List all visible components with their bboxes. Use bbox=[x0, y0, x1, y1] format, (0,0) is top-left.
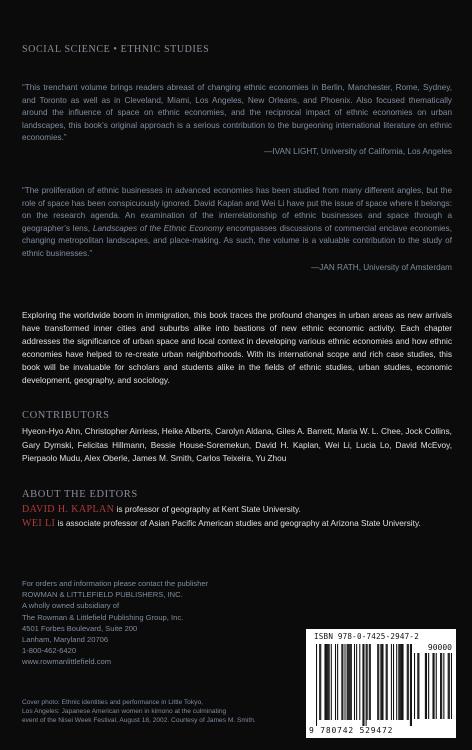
barcode-bar bbox=[335, 644, 336, 720]
barcode-bar bbox=[377, 644, 378, 720]
barcode-bar bbox=[327, 644, 328, 720]
barcode-bars-addon bbox=[414, 653, 452, 725]
barcode-bar bbox=[351, 644, 352, 720]
barcode-bar bbox=[440, 653, 441, 719]
publisher-line: For orders and information please contact the publisher bbox=[22, 579, 209, 588]
barcode-bar bbox=[337, 644, 338, 720]
editor-name: WEI LI bbox=[22, 518, 56, 529]
barcode-bar bbox=[348, 644, 349, 720]
barcode-bars-main bbox=[316, 644, 412, 726]
barcode-bar bbox=[356, 644, 357, 720]
credit-line: event of the Nisei Week Festival, August 18, 2002. Courtesy of James M. Smith. bbox=[22, 717, 256, 724]
barcode-bar bbox=[391, 644, 392, 720]
barcode-bar bbox=[401, 644, 402, 720]
barcode-bar bbox=[407, 644, 408, 720]
barcode-bar bbox=[396, 644, 397, 720]
barcode-bar bbox=[354, 644, 355, 720]
barcode-bar bbox=[319, 644, 320, 720]
barcode-bar bbox=[369, 644, 370, 720]
quote-text: “This trenchant volume brings readers abreast of changing ethnic economies in Berlin, Manchester, Rome, Sydney, and Toronto as well as in Cleveland, Miami, Los Angeles, New Orleans, and Phoenix. Also focused thematically around the influence of space on ethnic economies, and the reciprocal impact of ethnic economies on urban landscapes, this book’s original approach is a serious contribution to the burgeoning international literature on ethnic economies.” bbox=[22, 83, 452, 143]
barcode-bar bbox=[329, 644, 330, 720]
editor-bio: is professor of geography at Kent State University. bbox=[114, 504, 301, 514]
barcode-bar bbox=[325, 644, 326, 720]
barcode-bar bbox=[324, 644, 325, 720]
isbn-barcode bbox=[306, 629, 456, 738]
editor-entry bbox=[22, 517, 452, 530]
barcode-bar bbox=[400, 644, 401, 720]
barcode-bar bbox=[399, 644, 400, 720]
barcode-bar bbox=[342, 644, 343, 720]
barcode-bar bbox=[381, 644, 382, 720]
barcode-bar bbox=[363, 644, 364, 726]
quote-attribution: —IVAN LIGHT, University of California, Los Angeles bbox=[264, 146, 452, 156]
barcode-bar bbox=[398, 644, 399, 720]
barcode-bar bbox=[432, 653, 433, 719]
barcode-bar bbox=[417, 653, 418, 719]
barcode-bar bbox=[414, 653, 415, 719]
publisher-line: A wholly owned subsidiary of bbox=[22, 601, 120, 611]
barcode-bar bbox=[341, 644, 342, 720]
barcode-bar bbox=[359, 644, 360, 720]
barcode-bar bbox=[331, 644, 332, 720]
publisher-website: www.rowmanlittlefield.com bbox=[22, 657, 112, 667]
barcode-bar bbox=[350, 644, 351, 720]
barcode-bar bbox=[316, 644, 317, 726]
publisher-line: The Rowman & Littlefield Publishing Group, Inc. bbox=[22, 612, 184, 622]
barcode-bar bbox=[451, 653, 452, 719]
quote-text-after: encompasses discussions of commercial enclave economies, changing metropolitan landscapes, and place-making. As such, the volume is a valuable contribution to the study of ethnic businesses.” bbox=[22, 223, 452, 258]
editor-bio: is associate professor of Asian Pacific American studies and geography at Arizona State University. bbox=[55, 518, 421, 528]
credit-line: Cover photo: Ethnic identities and performance in Little Tokyo, bbox=[22, 699, 203, 706]
barcode-bar bbox=[434, 653, 435, 719]
book-title: Landscapes of the Ethnic Economy bbox=[92, 223, 224, 233]
barcode-bar bbox=[408, 644, 409, 720]
barcode-bar bbox=[347, 644, 348, 720]
barcode-bar bbox=[386, 644, 387, 720]
contributors-heading: CONTRIBUTORS bbox=[22, 410, 110, 421]
book-description: Exploring the worldwide boom in immigration, this book traces the profound changes in urban areas as new arrivals have transformed inner cities and suburbs alike into bastions of new ethnic economic activity. Each chapter addresses the significance of urban space and local context in developing various ethnic economies and how ethnic economies have helped to re-create urban neighborhoods. With its international scope and rich case studies, this book will be invaluable for scholars and students alike in the fields of ethnic studies, urban studies, economic development, geography, and sociology. bbox=[22, 310, 452, 386]
publisher-line: 1-800-462-6420 bbox=[22, 646, 77, 656]
price-code: 90000 bbox=[427, 643, 452, 652]
barcode-bar bbox=[443, 653, 444, 719]
barcode-bar bbox=[403, 644, 404, 720]
barcode-bar bbox=[441, 653, 442, 719]
isbn-number: ISBN 978-0-7425-2947-2 bbox=[314, 632, 419, 641]
barcode-bar bbox=[380, 644, 381, 720]
editors-heading: ABOUT THE EDITORS bbox=[22, 489, 138, 500]
quote-text-before: “The proliferation of ethnic businesses in advanced economies has been studied from many different angles, but the role of space has been conspicuously ignored. David Kaplan and Wei Li have put the issue of space where it belongs: on the research agenda. An examination of the interrelationship of ethnic businesses and space through a geographer’s lens, bbox=[22, 186, 452, 233]
barcode-bar bbox=[428, 653, 429, 719]
ean-digits: 9 780742 529472 bbox=[309, 726, 394, 735]
editor-name: DAVID H. KAPLAN bbox=[22, 504, 115, 515]
barcode-bar bbox=[378, 644, 379, 720]
barcode-bar bbox=[320, 644, 321, 720]
barcode-bar bbox=[436, 653, 437, 719]
barcode-bar bbox=[344, 644, 345, 720]
barcode-bar bbox=[362, 644, 363, 726]
barcode-bar bbox=[370, 644, 371, 720]
editor-entry bbox=[22, 503, 452, 516]
cover-photo-credit bbox=[22, 698, 322, 725]
category-label: SOCIAL SCIENCE • ETHNIC STUDIES bbox=[22, 44, 210, 55]
barcode-bar bbox=[410, 644, 411, 726]
barcode-bar bbox=[328, 644, 329, 720]
barcode-bar bbox=[393, 644, 394, 720]
barcode-bar bbox=[426, 653, 427, 719]
barcode-bar bbox=[425, 653, 426, 719]
endorsement-quote-2 bbox=[22, 185, 452, 274]
barcode-bar bbox=[387, 644, 388, 720]
publisher-info bbox=[22, 578, 272, 668]
publisher-line: Lanham, Maryland 20706 bbox=[22, 635, 109, 645]
barcode-bar bbox=[366, 644, 367, 726]
barcode-bar bbox=[418, 653, 419, 719]
publisher-line: ROWMAN & LITTLEFIELD PUBLISHERS, INC. bbox=[22, 590, 183, 600]
endorsement-quote-1 bbox=[22, 82, 452, 159]
contributors-list: Hyeon-Hyo Ahn, Christopher Airriess, Heike Alberts, Carolyn Aldana, Giles A. Barrett, Maria W. L. Chee, Jock Collins, Gary Dymski, Felicitas Hillmann, Bessie House-Soremekun, David H. Kaplan, Wei Li, Lucia Lo, David McEvoy, Pierpaolo Mudu, Alex Oberle, James M. Smith, Carlos Teixeira, Yu Zhou bbox=[22, 426, 452, 464]
barcode-bar bbox=[449, 653, 450, 719]
barcode-bar bbox=[411, 644, 412, 726]
barcode-bar bbox=[382, 644, 383, 720]
barcode-bar bbox=[349, 644, 350, 720]
credit-line: Los Angeles: Japanese American women in kimono at the culminating bbox=[22, 708, 227, 715]
quote-attribution: —JAN RATH, University of Amsterdam bbox=[311, 262, 452, 272]
quote-text bbox=[22, 185, 452, 261]
barcode-bar bbox=[367, 644, 368, 720]
barcode-bar bbox=[448, 653, 449, 719]
publisher-line: 4501 Forbes Boulevard, Suite 200 bbox=[22, 623, 138, 633]
